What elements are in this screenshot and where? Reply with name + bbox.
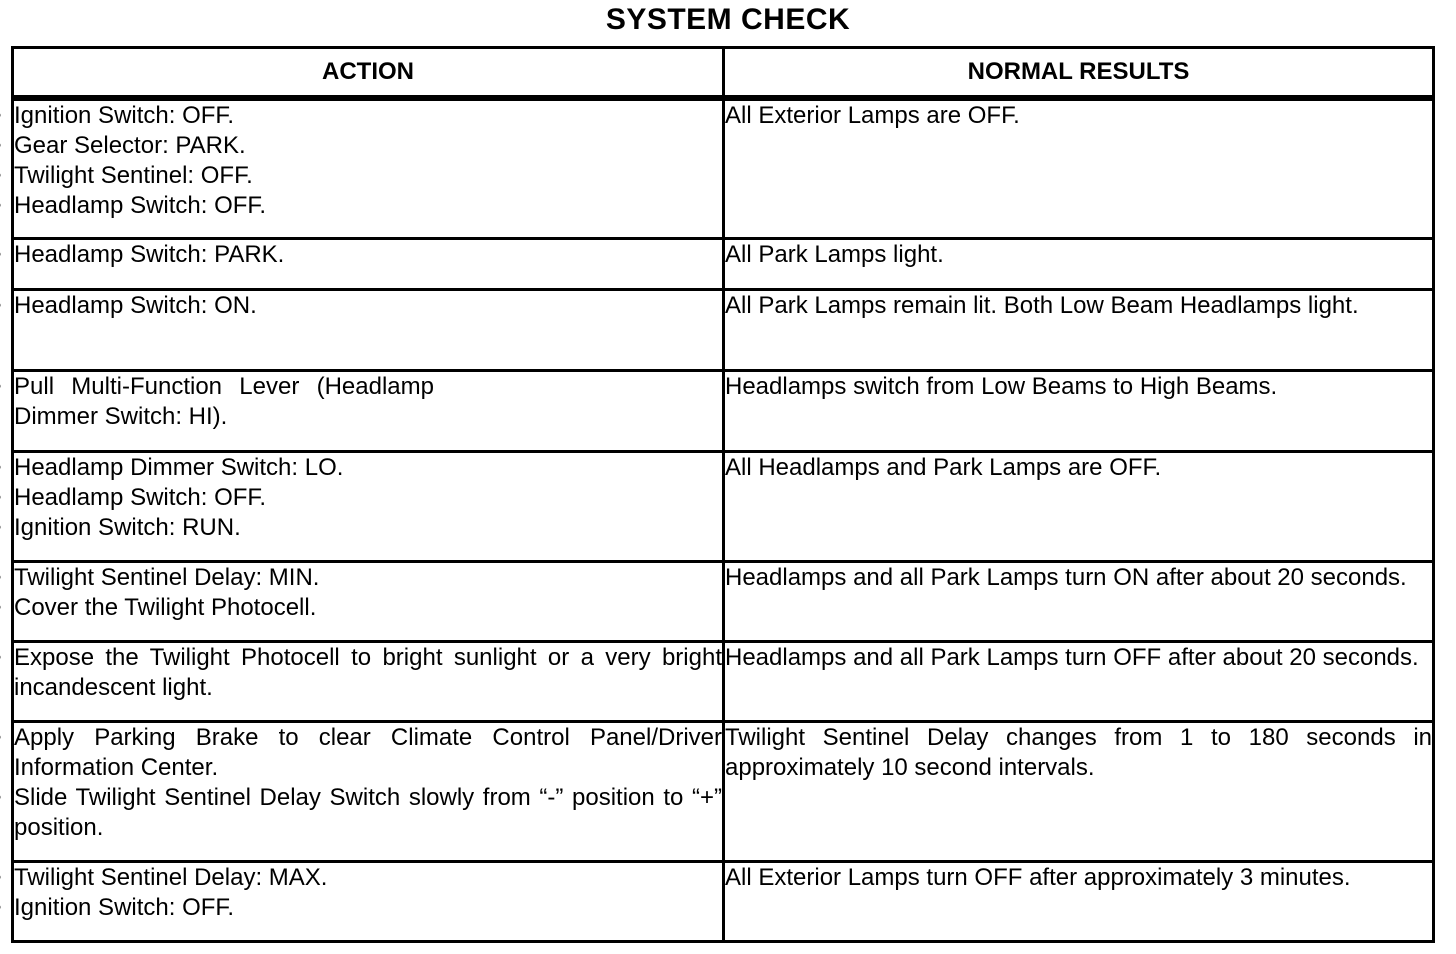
action-step: • Twilight Sentinel Delay: MIN.	[14, 563, 722, 593]
action-step: • Headlamp Switch: PARK.	[14, 240, 722, 270]
action-cell	[13, 370, 724, 451]
action-step: • Expose the Twilight Photocell to bright sunlight or a very bright incandescent light.	[14, 643, 722, 703]
result-text: All Exterior Lamps are OFF.	[725, 102, 1020, 129]
action-step: • Twilight Sentinel: OFF.	[14, 161, 722, 191]
action-cell	[13, 721, 724, 861]
result-cell	[724, 238, 1434, 289]
result-cell	[724, 289, 1434, 370]
action-step: • Ignition Switch: OFF.	[14, 101, 722, 131]
table-row	[13, 370, 1434, 451]
table-row	[13, 238, 1434, 289]
action-cell	[13, 641, 724, 721]
result-text: All Exterior Lamps turn OFF after approximately 3 minutes.	[725, 863, 1351, 891]
result-cell	[724, 561, 1434, 641]
header-row	[13, 48, 1434, 99]
action-cell	[13, 861, 724, 941]
result-text: All Headlamps and Park Lamps are OFF.	[725, 453, 1162, 481]
table-row	[13, 451, 1434, 561]
result-text: Twilight Sentinel Delay changes from 1 to 180 seconds in approximately 10 second intervals.	[725, 723, 1432, 781]
table-row	[13, 861, 1434, 941]
result-cell	[724, 721, 1434, 861]
action-step: • Ignition Switch: OFF.	[14, 893, 722, 923]
header-action: ACTION	[13, 48, 724, 99]
result-text: All Park Lamps remain lit. Both Low Beam Headlamps light.	[725, 291, 1359, 319]
table-row	[13, 561, 1434, 641]
action-cell	[13, 561, 724, 641]
action-step: • Pull Multi-Function Lever (Headlamp Dimmer Switch: HI).	[14, 372, 434, 432]
table-row	[13, 289, 1434, 370]
action-cell	[13, 451, 724, 561]
header-normal-results: NORMAL RESULTS	[724, 48, 1434, 99]
action-step: • Slide Twilight Sentinel Delay Switch slowly from “-” position to “+” position.	[14, 783, 722, 843]
system-check-table	[11, 46, 1435, 943]
table-row	[13, 98, 1434, 238]
action-step: • Headlamp Switch: OFF.	[14, 483, 722, 513]
action-step: • Twilight Sentinel Delay: MAX.	[14, 863, 722, 893]
result-text: Headlamps switch from Low Beams to High Beams.	[725, 372, 1278, 400]
action-step: • Headlamp Switch: OFF.	[14, 191, 722, 221]
action-cell	[13, 289, 724, 370]
action-step: • Cover the Twilight Photocell.	[14, 593, 722, 623]
action-step: • Ignition Switch: RUN.	[14, 513, 722, 543]
result-text: All Park Lamps light.	[725, 240, 944, 268]
action-cell	[13, 238, 724, 289]
action-step: • Headlamp Dimmer Switch: LO.	[14, 453, 722, 483]
table-row	[13, 641, 1434, 721]
page-title: SYSTEM CHECK	[605, 3, 851, 36]
action-step: • Apply Parking Brake to clear Climate Control Panel/Driver Information Center.	[14, 723, 722, 783]
result-text: Headlamps and all Park Lamps turn OFF after about 20 seconds.	[725, 643, 1419, 671]
result-cell	[724, 641, 1434, 721]
action-cell	[13, 98, 724, 238]
result-cell	[724, 451, 1434, 561]
result-cell	[724, 98, 1434, 238]
action-step: • Gear Selector: PARK.	[14, 131, 722, 161]
table-row	[13, 721, 1434, 861]
result-cell	[724, 861, 1434, 941]
result-text: Headlamps and all Park Lamps turn ON after about 20 seconds.	[725, 563, 1407, 591]
action-step: • Headlamp Switch: ON.	[14, 291, 722, 321]
result-cell	[724, 370, 1434, 451]
